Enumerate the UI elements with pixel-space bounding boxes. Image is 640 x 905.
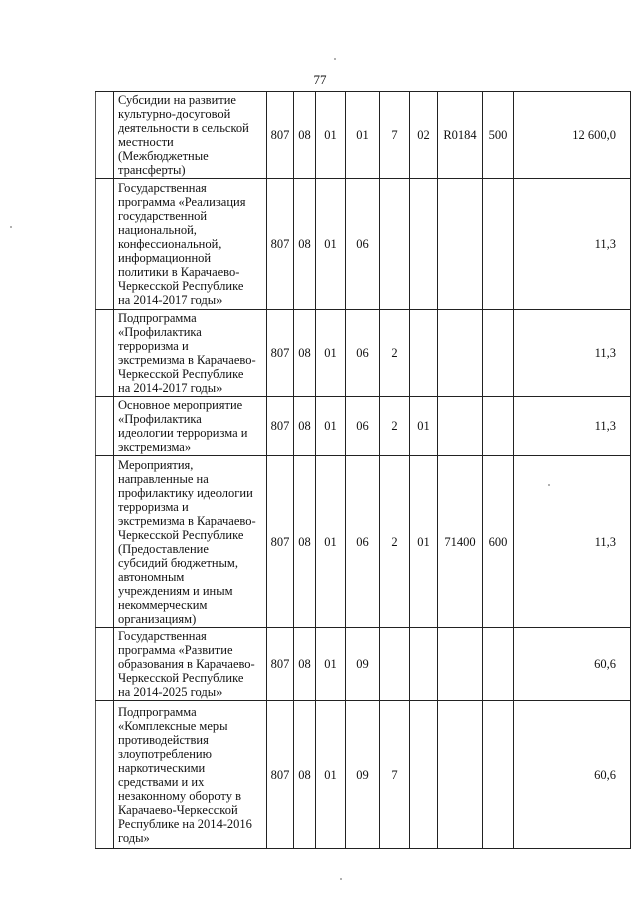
measure-code: [410, 310, 438, 397]
ministry-code: 807: [267, 701, 294, 849]
row-marker-cell: [96, 628, 114, 701]
item-name-cell: [114, 628, 267, 701]
expense-type-code: 500: [483, 92, 514, 179]
expense-type-code: [483, 397, 514, 456]
section-code: 08: [294, 179, 316, 310]
direction-code: [438, 310, 483, 397]
scan-speck: [334, 58, 336, 60]
program-code: 09: [346, 701, 380, 849]
subsection-code: 01: [316, 456, 346, 628]
measure-code: [410, 701, 438, 849]
direction-code: [438, 628, 483, 701]
subsection-code: 01: [316, 179, 346, 310]
page-number: 77: [313, 72, 327, 87]
subsection-code: 01: [316, 701, 346, 849]
expense-type-code: [483, 628, 514, 701]
subprogram-code: 2: [380, 397, 410, 456]
section-code: 08: [294, 628, 316, 701]
ministry-code: 807: [267, 397, 294, 456]
program-code: 01: [346, 92, 380, 179]
amount: 11,3: [514, 179, 631, 310]
amount: 60,6: [514, 628, 631, 701]
direction-code: [438, 179, 483, 310]
program-code: 06: [346, 179, 380, 310]
item-name-cell: [114, 456, 267, 628]
subsection-code: 01: [316, 310, 346, 397]
subprogram-code: 7: [380, 701, 410, 849]
item-name-cell: [114, 92, 267, 179]
item-name-cell: [114, 397, 267, 456]
subprogram-code: 2: [380, 310, 410, 397]
measure-code: 01: [410, 397, 438, 456]
amount: 12 600,0: [514, 92, 631, 179]
section-code: 08: [294, 456, 316, 628]
table-row: [96, 310, 631, 397]
subsection-code: 01: [316, 628, 346, 701]
subprogram-code: [380, 179, 410, 310]
section-code: 08: [294, 701, 316, 849]
program-code: 06: [346, 310, 380, 397]
subsection-code: 01: [316, 397, 346, 456]
scan-speck: [340, 878, 342, 880]
subprogram-code: 2: [380, 456, 410, 628]
ministry-code: 807: [267, 92, 294, 179]
row-marker-cell: [96, 397, 114, 456]
budget-table: [95, 91, 631, 849]
expense-type-code: [483, 310, 514, 397]
item-name: Мероприятия, направленные на профилактику идеологии терроризма и экстремизма в Карачаево- Черкесской Республике (Предоставление субсидий бюджетным, автономным учреждениям и иным некоммерческим организациям): [118, 457, 256, 626]
row-marker-cell: [96, 701, 114, 849]
direction-code: 71400: [438, 456, 483, 628]
scan-speck: [10, 226, 12, 228]
table-row: [96, 179, 631, 310]
amount: 11,3: [514, 456, 631, 628]
ministry-code: 807: [267, 628, 294, 701]
direction-code: [438, 701, 483, 849]
amount: 11,3: [514, 397, 631, 456]
expense-type-code: [483, 179, 514, 310]
item-name: Подпрограмма «Профилактика терроризма и экстремизма в Карачаево- Черкесской Республике на 2014-2017 годы»: [118, 311, 256, 395]
item-name: Субсидии на развитие культурно-досуговой деятельности в сельской местности (Межбюджетные трансферты): [118, 93, 249, 177]
item-name: Государственная программа «Реализация государственной национальной, конфессиональной, информационной политики в Карачаево- Черкесской Республике на 2014-2017 годы»: [118, 181, 246, 307]
program-code: 06: [346, 397, 380, 456]
subsection-code: 01: [316, 92, 346, 179]
direction-code: R0184: [438, 92, 483, 179]
section-code: 08: [294, 310, 316, 397]
measure-code: 01: [410, 456, 438, 628]
table-row: [96, 456, 631, 628]
scan-speck: [548, 484, 550, 486]
program-code: 09: [346, 628, 380, 701]
item-name: Подпрограмма «Комплексные меры противодействия злоупотреблению наркотическими средствами и их незаконному обороту в Карачаево-Черкесской Республике на 2014-2016 годы»: [118, 704, 252, 845]
amount: 60,6: [514, 701, 631, 849]
program-code: 06: [346, 456, 380, 628]
ministry-code: 807: [267, 310, 294, 397]
section-code: 08: [294, 397, 316, 456]
subprogram-code: [380, 628, 410, 701]
table-row: [96, 628, 631, 701]
measure-code: 02: [410, 92, 438, 179]
row-marker-cell: [96, 92, 114, 179]
item-name-cell: [114, 310, 267, 397]
amount: 11,3: [514, 310, 631, 397]
item-name: Основное мероприятие «Профилактика идеологии терроризма и экстремизма»: [118, 398, 248, 454]
row-marker-cell: [96, 310, 114, 397]
subprogram-code: 7: [380, 92, 410, 179]
item-name-cell: [114, 701, 267, 849]
ministry-code: 807: [267, 456, 294, 628]
item-name-cell: [114, 179, 267, 310]
measure-code: [410, 628, 438, 701]
row-marker-cell: [96, 179, 114, 310]
item-name: Государственная программа «Развитие образования в Карачаево- Черкесской Республике на 2014-2025 годы»: [118, 629, 255, 699]
table-row: [96, 701, 631, 849]
direction-code: [438, 397, 483, 456]
expense-type-code: [483, 701, 514, 849]
table-row: [96, 92, 631, 179]
row-marker-cell: [96, 456, 114, 628]
expense-type-code: 600: [483, 456, 514, 628]
table-row: [96, 397, 631, 456]
section-code: 08: [294, 92, 316, 179]
ministry-code: 807: [267, 179, 294, 310]
measure-code: [410, 179, 438, 310]
